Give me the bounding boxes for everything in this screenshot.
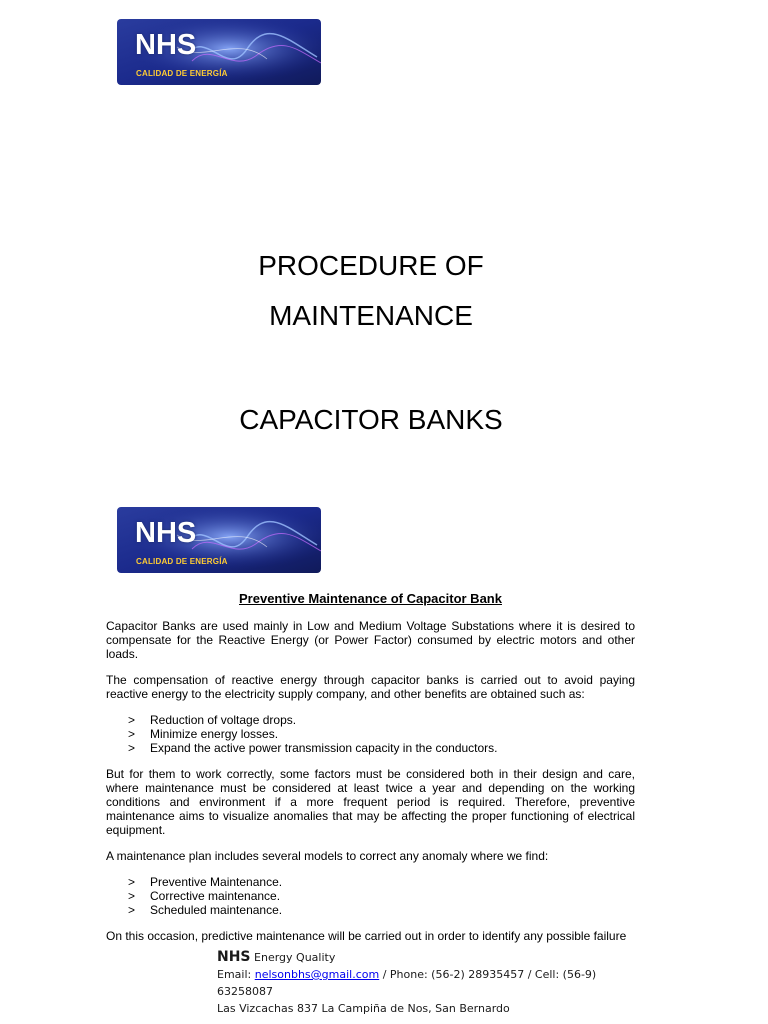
list-item: > Minimize energy losses. (128, 727, 279, 741)
nhs-logo-secondary (117, 507, 321, 573)
bullet-arrow-icon: > (128, 713, 136, 727)
list-item: > Scheduled maintenance. (128, 903, 283, 917)
bullet-arrow-icon: > (128, 875, 136, 889)
logo-subtitle: CALIDAD DE ENERGÍA (136, 557, 228, 566)
section-heading: Preventive Maintenance of Capacitor Bank (239, 591, 502, 606)
list-item: > Corrective maintenance. (128, 889, 281, 903)
logo-text: NHS (135, 517, 197, 549)
list-item: > Preventive Maintenance. (128, 875, 283, 889)
paragraph-intro: Capacitor Banks are used mainly in Low and Medium Voltage Substations where it is desired to compensate for the Reactive Energy (or Power Factor) consumed by electric motors and other loads. (106, 619, 635, 661)
footer-address: Las Vizcachas 837 La Campiña de Nos, San Bernardo (217, 1002, 510, 1015)
bullet-arrow-icon: > (128, 741, 136, 755)
footer-contact-line (217, 966, 637, 1000)
document-title-line-2: MAINTENANCE (269, 300, 473, 331)
logo-text: NHS (135, 29, 197, 61)
phone-text: / Phone: (56-2) 28935457 / Cell: (56-9) 63258087 (217, 968, 597, 998)
document-subtitle: CAPACITOR BANKS (239, 404, 503, 435)
footer-brand: NHS (217, 949, 251, 965)
list-item: > Expand the active power transmission capacity in the conductors. (128, 741, 498, 755)
paragraph-compensation: The compensation of reactive energy through capacitor banks is carried out to avoid paying reactive energy to the electricity supply company, and other benefits are obtained such as: (106, 673, 635, 701)
logo-subtitle: CALIDAD DE ENERGÍA (136, 69, 228, 78)
bullet-arrow-icon: > (128, 889, 136, 903)
benefits-list (106, 713, 635, 755)
paragraph-plan: A maintenance plan includes several models to correct any anomaly where we find: (106, 849, 549, 863)
list-item: > Reduction of voltage drops. (128, 713, 297, 727)
nhs-logo (117, 19, 321, 85)
models-list (106, 875, 635, 917)
email-label: Email: (217, 968, 252, 981)
bullet-arrow-icon: > (128, 903, 136, 917)
document-body (106, 591, 635, 955)
paragraph-conditions: But for them to work correctly, some factors must be considered both in their design and care, where maintenance must be considered at least twice a year and depending on the working conditions and environment if a more frequent period is required. Therefore, preventive maintenance aims to visualize anomalies that may be affecting the proper functioning of electrical equipment. (106, 767, 635, 837)
page-footer (217, 949, 637, 1017)
email-link[interactable]: nelsonbhs@gmail.com (254, 968, 380, 981)
paragraph-predictive: On this occasion, predictive maintenance will be carried out in order to identify any possible failure (106, 929, 627, 943)
document-title-line-1: PROCEDURE OF (258, 250, 484, 281)
bullet-arrow-icon: > (128, 727, 136, 741)
footer-brand-line (217, 949, 637, 966)
footer-brand-subtitle: Energy Quality (254, 951, 336, 964)
